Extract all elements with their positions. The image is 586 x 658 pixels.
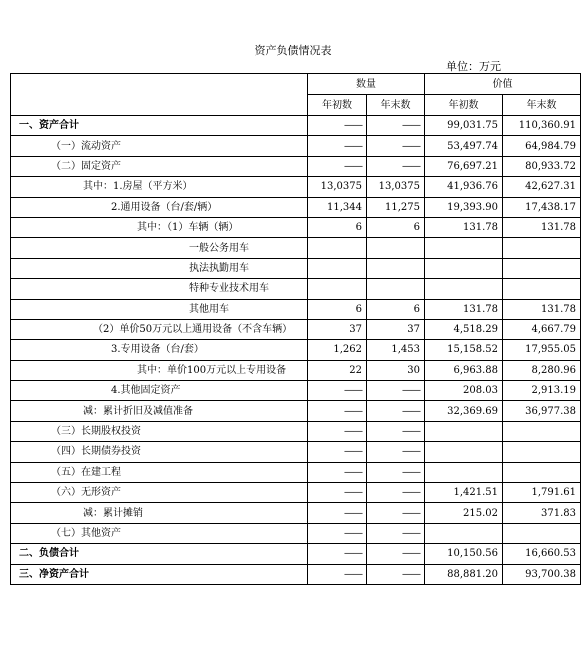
cell-val-end <box>503 238 581 258</box>
cell-qty-end: —— <box>367 564 425 584</box>
header-value: 价值 <box>425 74 581 95</box>
cell-qty-begin: —— <box>308 381 367 401</box>
cell-val-end <box>503 279 581 299</box>
cell-val-end: 64,984.79 <box>503 136 581 156</box>
table-row <box>11 238 581 258</box>
table-row <box>11 381 581 401</box>
cell-qty-end: —— <box>367 136 425 156</box>
cell-val-end <box>503 442 581 462</box>
cell-val-begin: 76,697.21 <box>425 156 503 176</box>
row-label: （四）长期债券投资 <box>11 442 308 462</box>
cell-qty-begin: 1,262 <box>308 340 367 360</box>
cell-val-begin: 6,963.88 <box>425 360 503 380</box>
row-label: （一）流动资产 <box>11 136 308 156</box>
cell-val-end: 36,977.38 <box>503 401 581 421</box>
table-row <box>11 360 581 380</box>
row-label: （二）固定资产 <box>11 156 308 176</box>
cell-qty-begin: 6 <box>308 217 367 237</box>
cell-qty-end: —— <box>367 544 425 564</box>
cell-val-begin <box>425 442 503 462</box>
row-label: 其他用车 <box>11 299 308 319</box>
cell-val-end: 80,933.72 <box>503 156 581 176</box>
table-row <box>11 116 581 136</box>
cell-val-begin: 215.02 <box>425 503 503 523</box>
cell-val-begin: 32,369.69 <box>425 401 503 421</box>
cell-val-end: 17,955.05 <box>503 340 581 360</box>
cell-qty-end: 30 <box>367 360 425 380</box>
cell-qty-end: 1,453 <box>367 340 425 360</box>
cell-qty-end: —— <box>367 523 425 543</box>
cell-qty-begin: —— <box>308 523 367 543</box>
table-row <box>11 442 581 462</box>
cell-qty-begin: 6 <box>308 299 367 319</box>
cell-val-begin: 131.78 <box>425 299 503 319</box>
cell-qty-begin: —— <box>308 503 367 523</box>
cell-qty-begin: —— <box>308 462 367 482</box>
row-label: （五）在建工程 <box>11 462 308 482</box>
cell-val-end: 4,667.79 <box>503 319 581 339</box>
table-row <box>11 319 581 339</box>
cell-qty-begin: —— <box>308 564 367 584</box>
row-label: 其中：单价100万元以上专用设备 <box>11 360 308 380</box>
cell-qty-end: —— <box>367 483 425 503</box>
header-val-begin: 年初数 <box>425 95 503 116</box>
cell-val-begin: 41,936.76 <box>425 177 503 197</box>
row-label: 3.专用设备（台/套） <box>11 340 308 360</box>
cell-val-begin <box>425 421 503 441</box>
cell-val-end: 131.78 <box>503 299 581 319</box>
cell-val-end <box>503 258 581 278</box>
cell-qty-end: —— <box>367 116 425 136</box>
table-body <box>11 116 581 585</box>
row-label: 减：累计折旧及减值准备 <box>11 401 308 421</box>
cell-val-begin: 15,158.52 <box>425 340 503 360</box>
header-qty-end: 年末数 <box>367 95 425 116</box>
cell-val-end: 2,913.19 <box>503 381 581 401</box>
cell-qty-end: —— <box>367 156 425 176</box>
row-label: 2.通用设备（台/套/辆） <box>11 197 308 217</box>
cell-val-end: 42,627.31 <box>503 177 581 197</box>
cell-qty-begin: —— <box>308 421 367 441</box>
cell-qty-end <box>367 279 425 299</box>
cell-qty-begin: —— <box>308 401 367 421</box>
cell-qty-begin: 13,0375 <box>308 177 367 197</box>
cell-qty-end: 6 <box>367 299 425 319</box>
row-label: 4.其他固定资产 <box>11 381 308 401</box>
cell-val-end: 17,438.17 <box>503 197 581 217</box>
cell-qty-end: 6 <box>367 217 425 237</box>
row-label: 三、净资产合计 <box>11 564 308 584</box>
row-label: 特种专业技术用车 <box>11 279 308 299</box>
cell-val-begin: 131.78 <box>425 217 503 237</box>
cell-val-end <box>503 462 581 482</box>
cell-qty-begin: —— <box>308 544 367 564</box>
cell-qty-end: 37 <box>367 319 425 339</box>
cell-qty-end: —— <box>367 442 425 462</box>
cell-qty-end <box>367 258 425 278</box>
cell-val-end <box>503 523 581 543</box>
table-row <box>11 340 581 360</box>
row-label: 一、资产合计 <box>11 116 308 136</box>
cell-val-end: 93,700.38 <box>503 564 581 584</box>
cell-val-begin: 1,421.51 <box>425 483 503 503</box>
cell-qty-end: —— <box>367 462 425 482</box>
row-label: （三）长期股权投资 <box>11 421 308 441</box>
cell-val-begin <box>425 238 503 258</box>
cell-qty-begin: —— <box>308 156 367 176</box>
row-label: （七）其他资产 <box>11 523 308 543</box>
table-row <box>11 136 581 156</box>
row-label: 执法执勤用车 <box>11 258 308 278</box>
cell-qty-begin: 11,344 <box>308 197 367 217</box>
header-val-end: 年末数 <box>503 95 581 116</box>
balance-sheet-table <box>10 73 581 585</box>
cell-qty-end: 13,0375 <box>367 177 425 197</box>
table-row <box>11 421 581 441</box>
header-item-cell <box>11 74 308 116</box>
row-label: （2）单价50万元以上通用设备（不含车辆） <box>11 319 308 339</box>
cell-qty-end: 11,275 <box>367 197 425 217</box>
row-label: 减：累计摊销 <box>11 503 308 523</box>
cell-qty-begin <box>308 279 367 299</box>
row-label: （六）无形资产 <box>11 483 308 503</box>
cell-val-begin: 99,031.75 <box>425 116 503 136</box>
cell-val-end <box>503 421 581 441</box>
report-title: 资产负债情况表 <box>254 44 332 57</box>
table-row <box>11 503 581 523</box>
cell-qty-end: —— <box>367 381 425 401</box>
cell-qty-begin <box>308 238 367 258</box>
table-row <box>11 523 581 543</box>
cell-val-begin <box>425 258 503 278</box>
cell-val-begin: 4,518.29 <box>425 319 503 339</box>
cell-qty-begin: —— <box>308 442 367 462</box>
table-row <box>11 279 581 299</box>
row-label: 其中：1.房屋（平方米） <box>11 177 308 197</box>
cell-val-begin: 19,393.90 <box>425 197 503 217</box>
cell-qty-begin: —— <box>308 483 367 503</box>
cell-val-begin: 10,150.56 <box>425 544 503 564</box>
header-qty-begin: 年初数 <box>308 95 367 116</box>
cell-qty-begin: 22 <box>308 360 367 380</box>
table-row <box>11 483 581 503</box>
unit-label: 单位：万元 <box>446 60 501 73</box>
header-quantity: 数量 <box>308 74 425 95</box>
row-label: 其中：（1）车辆（辆） <box>11 217 308 237</box>
cell-val-begin <box>425 462 503 482</box>
header-row-group <box>11 74 581 95</box>
cell-qty-end: —— <box>367 401 425 421</box>
cell-val-end: 16,660.53 <box>503 544 581 564</box>
cell-val-begin: 88,881.20 <box>425 564 503 584</box>
cell-val-begin <box>425 523 503 543</box>
cell-qty-begin: —— <box>308 136 367 156</box>
table-row <box>11 258 581 278</box>
cell-val-begin <box>425 279 503 299</box>
table-row <box>11 462 581 482</box>
table-row <box>11 401 581 421</box>
table-row <box>11 156 581 176</box>
cell-val-end: 8,280.96 <box>503 360 581 380</box>
row-label: 一般公务用车 <box>11 238 308 258</box>
cell-qty-end: —— <box>367 503 425 523</box>
table-row <box>11 177 581 197</box>
row-label: 二、负债合计 <box>11 544 308 564</box>
cell-val-begin: 53,497.74 <box>425 136 503 156</box>
cell-val-end: 131.78 <box>503 217 581 237</box>
cell-qty-begin: —— <box>308 116 367 136</box>
cell-val-end: 1,791.61 <box>503 483 581 503</box>
cell-qty-end <box>367 238 425 258</box>
table-row <box>11 197 581 217</box>
cell-qty-begin: 37 <box>308 319 367 339</box>
table-row <box>11 564 581 584</box>
cell-val-end: 371.83 <box>503 503 581 523</box>
cell-qty-begin <box>308 258 367 278</box>
cell-val-begin: 208.03 <box>425 381 503 401</box>
table-row <box>11 299 581 319</box>
table-row <box>11 217 581 237</box>
table-row <box>11 544 581 564</box>
cell-val-end: 110,360.91 <box>503 116 581 136</box>
cell-qty-end: —— <box>367 421 425 441</box>
